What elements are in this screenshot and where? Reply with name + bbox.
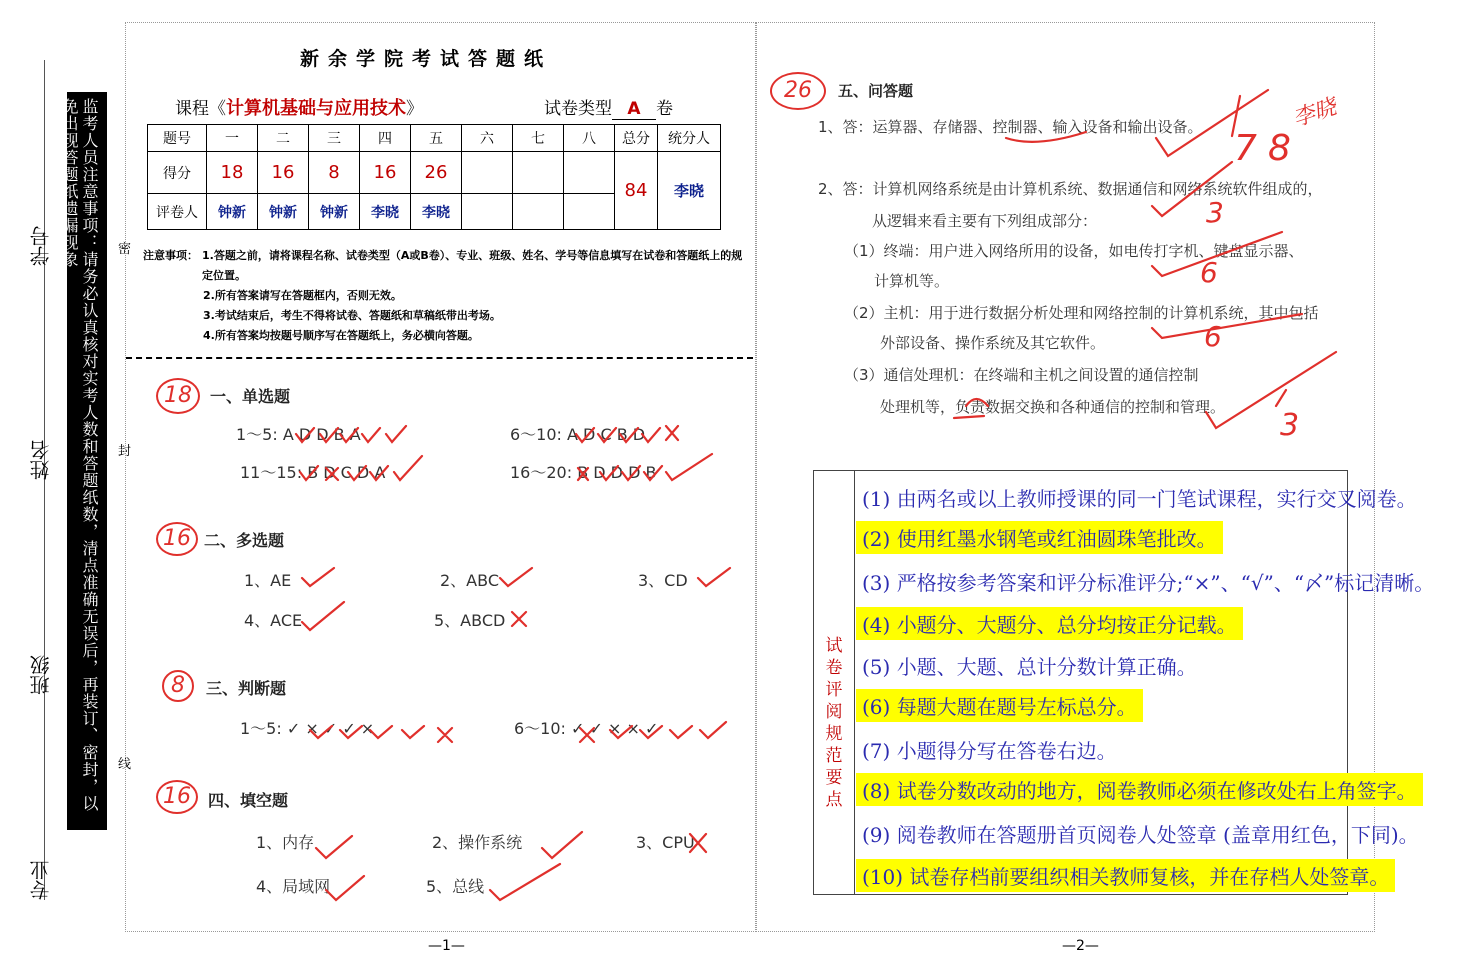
q5-line: 2、答：计算机网络系统是由计算机系统、数据通信和网络系统软件组成的， xyxy=(818,180,1323,198)
header-cell: 统分人 xyxy=(658,125,721,152)
course-row xyxy=(175,94,423,120)
header-cell: 一 xyxy=(207,125,258,152)
q5-line: 处理机等，负责数据交换和各种通信的控制和管理。 xyxy=(880,398,1226,416)
grader-cell: 李晓 xyxy=(411,194,462,230)
score-cell: 8 xyxy=(309,152,360,194)
notes-label: 注意事项： xyxy=(143,249,198,262)
criteria-item: (1) 由两名或以上教师授课的同一门笔试课程，实行交叉阅卷。 xyxy=(862,487,1417,511)
q4-item: 4、局域网 xyxy=(256,877,331,896)
q5-line: 1、答：运算器、存储器、控制器、输入设备和输出设备。 xyxy=(818,118,1203,136)
criteria-item: (2) 使用红墨水钢笔或红油圆珠笔批改。 xyxy=(856,521,1223,554)
grader-cell: 钟新 xyxy=(309,194,360,230)
q5-mark: 6 xyxy=(1204,320,1222,353)
q5-grader-signature: 李晓 xyxy=(1289,94,1340,133)
q3-score-circle: 8 xyxy=(162,670,194,702)
page-number-left: —1— xyxy=(428,938,465,954)
grading-marks-page2 xyxy=(756,60,1373,460)
course-name: 计算机基础与应用技术 xyxy=(226,98,406,119)
grading-criteria-box xyxy=(813,470,1435,895)
header-cell: 题号 xyxy=(148,125,207,152)
criteria-item: (8) 试卷分数改动的地方，阅卷教师必须在修改处右上角签字。 xyxy=(856,773,1423,806)
criteria-side-panel xyxy=(814,471,855,894)
q5-title: 五、问答题 xyxy=(838,82,914,100)
q5-line: （1）终端：用户进入网络所用的设备，如电传打字机、键盘显示器、 xyxy=(844,242,1304,260)
grading-marks-page1 xyxy=(126,360,753,920)
tallier: 李晓 xyxy=(658,152,721,230)
q2-title: 二、多选题 xyxy=(204,531,285,550)
grader-cell: 李晓 xyxy=(360,194,411,230)
grader-cell: 钟新 xyxy=(207,194,258,230)
criteria-item: (7) 小题得分写在答卷右边。 xyxy=(862,739,1117,763)
label-name: 姓名 xyxy=(29,440,53,480)
label-major: 专业 xyxy=(29,860,53,900)
header-cell: 二 xyxy=(258,125,309,152)
header-cell: 三 xyxy=(309,125,360,152)
label-class: 班级 xyxy=(29,655,53,695)
score-cell xyxy=(462,152,513,194)
course-prefix: 课程《 xyxy=(175,99,226,119)
criteria-item: (4) 小题分、大题分、总分均按正分记载。 xyxy=(856,607,1243,640)
q4-item: 3、CPU xyxy=(636,833,695,852)
q2-item: 5、ABCD xyxy=(434,611,506,630)
criteria-item: (5) 小题、大题、总计分数计算正确。 xyxy=(862,655,1197,679)
q2-item: 3、CD xyxy=(638,571,688,590)
q2-item: 1、AE xyxy=(244,571,292,590)
grader-label: 评卷人 xyxy=(148,194,207,230)
q3-row: 6～10: ✓ ✓ × × ✓ xyxy=(514,719,659,738)
q1-row: 1～5: A D D B A xyxy=(236,425,361,444)
q1-row: 6～10: A D C B D xyxy=(510,425,646,444)
q5-line: （2）主机：用于进行数据分析处理和网络控制的计算机系统，其中包括 xyxy=(844,304,1319,322)
sheet-title: 新余学院考试答题纸 xyxy=(300,48,553,70)
header-cell: 四 xyxy=(360,125,411,152)
total-score: 84 xyxy=(615,152,658,230)
note-item: 4.所有答案均按题号顺序写在答题纸上，务必横向答题。 xyxy=(203,329,479,342)
q2-item: 4、ACE xyxy=(244,611,303,630)
q1-title: 一、单选题 xyxy=(210,387,291,406)
header-cell: 五 xyxy=(411,125,462,152)
q5-mark: 3 xyxy=(1280,408,1300,443)
q3-title: 三、判断题 xyxy=(206,679,287,698)
criteria-item: (9) 阅卷教师在答题册首页阅卷人处签章 (盖章用红色，下同)。 xyxy=(862,823,1419,847)
score-cell: 16 xyxy=(258,152,309,194)
grader-cell xyxy=(462,194,513,230)
label-student-id: 学号 xyxy=(29,226,53,266)
score-cell: 18 xyxy=(207,152,258,194)
q5-line: 从逻辑来看主要有下列组成部分： xyxy=(872,212,1098,230)
header-cell: 总分 xyxy=(615,125,658,152)
score-cell xyxy=(513,152,564,194)
seal-line xyxy=(126,357,753,359)
criteria-item: (6) 每题大题在题号左标总分。 xyxy=(856,689,1143,722)
q1-row: 11～15: B D C D A xyxy=(240,463,386,482)
q3-row: 1～5: ✓ × ✓ ✓ × xyxy=(240,719,375,738)
seal-char-feng: 封 xyxy=(118,444,132,459)
q1-row: 16～20: B D D D B xyxy=(510,463,657,482)
paper-type-suffix: 卷 xyxy=(656,99,673,119)
note-item: 2.所有答案请写在答题框内，否则无效。 xyxy=(203,289,402,302)
paper-type-label: 试卷类型 xyxy=(544,99,612,119)
binding-line xyxy=(44,60,45,900)
score-cell: 16 xyxy=(360,152,411,194)
proctor-notice: 监考人员注意事项：请务必认真核对实考人数和答题纸数，清点准确无误后，再装订、密封，以免出现答题纸遗漏现象 xyxy=(67,92,107,830)
q1-score-circle: 18 xyxy=(156,378,200,414)
header-cell: 八 xyxy=(564,125,615,152)
score-cell xyxy=(564,152,615,194)
note-item: 1.答题之前，请将课程名称、试卷类型（A或B卷）、专业、班级、姓名、学号等信息填写在试卷和答题纸上的规定位置。 xyxy=(202,249,743,282)
q5-score-circle: 26 xyxy=(770,72,826,110)
paper-type-row xyxy=(544,94,673,120)
criteria-item: (3) 严格按参考答案和评分标准评分;“×”、“√”、“〆”标记清晰。 xyxy=(862,571,1435,595)
q4-title: 四、填空题 xyxy=(208,791,289,810)
header-cell: 七 xyxy=(513,125,564,152)
criteria-side-label: 试卷评阅规范要点 xyxy=(825,636,843,810)
course-suffix: 》 xyxy=(406,99,423,119)
seal-char-mi: 密 xyxy=(118,242,132,257)
score-label: 得分 xyxy=(148,152,207,194)
note-item: 3.考试结束后，考生不得将试卷、答题纸和草稿纸带出考场。 xyxy=(203,309,501,322)
exam-notes xyxy=(143,246,743,346)
q5-line: 计算机等。 xyxy=(874,272,950,290)
paper-type-value: A xyxy=(612,99,656,120)
page-number-right: —2— xyxy=(1062,938,1099,954)
q4-item: 1、内存 xyxy=(256,833,315,852)
q2-item: 2、ABC xyxy=(440,571,499,590)
q4-item: 2、操作系统 xyxy=(432,833,523,852)
q5-mark: 6 xyxy=(1200,256,1218,289)
q4-score-circle: 16 xyxy=(156,780,198,814)
q5-line: 外部设备、操作系统及其它软件。 xyxy=(880,334,1106,352)
q5-mark: 3 xyxy=(1206,196,1224,229)
grader-cell xyxy=(564,194,615,230)
grader-cell: 钟新 xyxy=(258,194,309,230)
score-table xyxy=(147,124,721,230)
q5-mark: 7 xyxy=(1234,128,1257,169)
score-cell: 26 xyxy=(411,152,462,194)
header-cell: 六 xyxy=(462,125,513,152)
q5-mark: 8 xyxy=(1268,128,1291,169)
q2-score-circle: 16 xyxy=(156,522,198,556)
q4-item: 5、总线 xyxy=(426,877,485,896)
grader-cell xyxy=(513,194,564,230)
seal-char-xian: 线 xyxy=(118,757,132,772)
q5-line: （3）通信处理机：在终端和主机之间设置的通信控制 xyxy=(844,366,1199,384)
criteria-item: (10) 试卷存档前要组织相关教师复核，并在存档人处签章。 xyxy=(856,859,1395,892)
